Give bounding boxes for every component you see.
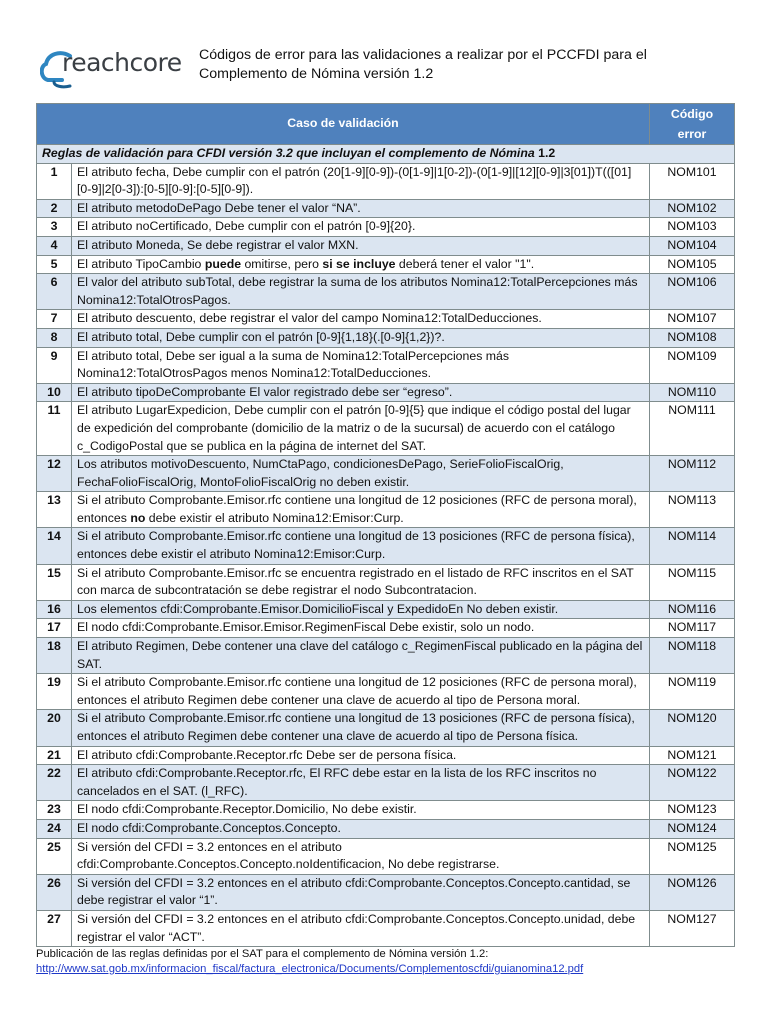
rule-number: 16 bbox=[37, 600, 72, 619]
rule-number: 22 bbox=[37, 765, 72, 801]
rule-description bbox=[72, 819, 650, 838]
table-row bbox=[37, 236, 735, 255]
rule-number: 12 bbox=[37, 456, 72, 492]
reachcore-logo bbox=[40, 46, 190, 90]
rule-description bbox=[72, 310, 650, 329]
rule-number: 8 bbox=[37, 328, 72, 347]
rule-text: Si el atributo Comprobante.Emisor.rfc contiene una longitud de 13 posiciones (RFC de persona física), entonces el atributo Regimen debe contener una clave de acuerdo al tipo de Persona física. bbox=[77, 711, 635, 743]
rule-number: 19 bbox=[37, 674, 72, 710]
rule-text: El valor del atributo subTotal, debe registrar la suma de los atributos Nomina12:TotalPercepciones más Nomina12:TotalOtrosPagos. bbox=[77, 275, 638, 307]
rule-text: Si el atributo Comprobante.Emisor.rfc contiene una longitud de 12 posiciones (RFC de persona moral), entonces el atributo Regimen debe contener una clave de acuerdo al tipo de Persona moral. bbox=[77, 675, 637, 707]
rule-text-bold: si se incluye bbox=[322, 256, 396, 271]
table-header-row bbox=[37, 104, 735, 145]
rule-text: Si el atributo Comprobante.Emisor.rfc contiene una longitud de 12 posiciones (RFC de persona moral), entonces bbox=[77, 493, 637, 525]
table-row bbox=[37, 402, 735, 456]
col-rule-header: Caso de validación bbox=[37, 104, 650, 145]
logo-text: reachcore bbox=[62, 48, 182, 77]
error-code: NOM124 bbox=[650, 819, 735, 838]
error-code: NOM126 bbox=[650, 874, 735, 910]
error-code: NOM115 bbox=[650, 564, 735, 600]
rule-description bbox=[72, 674, 650, 710]
rule-description bbox=[72, 638, 650, 674]
rule-text: El atributo cfdi:Comprobante.Receptor.rfc, El RFC debe estar en la lista de los RFC inscritos no cancelados en el SAT. (l_RFC). bbox=[77, 766, 597, 798]
page-header bbox=[0, 0, 768, 100]
table-row bbox=[37, 199, 735, 218]
table-row bbox=[37, 274, 735, 310]
rule-description bbox=[72, 199, 650, 218]
table-row bbox=[37, 347, 735, 383]
rule-number: 24 bbox=[37, 819, 72, 838]
rule-description bbox=[72, 746, 650, 765]
rule-number: 27 bbox=[37, 910, 72, 946]
rule-description bbox=[72, 838, 650, 874]
error-code: NOM119 bbox=[650, 674, 735, 710]
rule-description bbox=[72, 328, 650, 347]
rule-description bbox=[72, 274, 650, 310]
rule-number: 13 bbox=[37, 492, 72, 528]
rule-number: 26 bbox=[37, 874, 72, 910]
table-row bbox=[37, 801, 735, 820]
rule-description bbox=[72, 910, 650, 946]
rule-description bbox=[72, 765, 650, 801]
rule-text: El atributo Regimen, Debe contener una clave del catálogo c_RegimenFiscal publicado en la página del SAT. bbox=[77, 639, 643, 671]
rule-description bbox=[72, 218, 650, 237]
rule-description bbox=[72, 383, 650, 402]
rule-text: El atributo metodoDePago Debe tener el valor “NA”. bbox=[77, 200, 361, 215]
table-row bbox=[37, 564, 735, 600]
rule-number: 25 bbox=[37, 838, 72, 874]
rule-text: El atributo Moneda, Se debe registrar el valor MXN. bbox=[77, 237, 359, 252]
table-row bbox=[37, 328, 735, 347]
error-code: NOM104 bbox=[650, 236, 735, 255]
rule-text: El atributo TipoCambio bbox=[77, 256, 205, 271]
rule-number: 20 bbox=[37, 710, 72, 746]
rule-text: El nodo cfdi:Comprobante.Conceptos.Concepto. bbox=[77, 820, 341, 835]
table-row bbox=[37, 674, 735, 710]
error-code: NOM116 bbox=[650, 600, 735, 619]
rule-number: 15 bbox=[37, 564, 72, 600]
table-row bbox=[37, 218, 735, 237]
rule-text: Si versión del CFDI = 3.2 entonces en el atributo cfdi:Comprobante.Conceptos.Concepto.noIdentificacion, No debe registrarse. bbox=[77, 839, 500, 872]
rule-text: debe existir el atributo Nomina12:Emisor:Curp. bbox=[145, 510, 404, 525]
rule-text: El atributo cfdi:Comprobante.Receptor.rfc Debe ser de persona física. bbox=[77, 747, 457, 762]
rule-text: omitirse, pero bbox=[241, 256, 323, 271]
error-code: NOM108 bbox=[650, 328, 735, 347]
footer-link[interactable]: http://www.sat.gob.mx/informacion_fiscal/factura_electronica/Documents/Complementoscfdi/guianomina12.pdf bbox=[36, 963, 584, 975]
rule-text: El atributo fecha, Debe cumplir con el patrón (20[1-9][0-9])-(0[1-9]|1[0-2])-(0[1-9]|[12][0-9]|3[01])T(([01][0-9]|2[0-3]):[0-5][0-9]:[0-5][0-9]). bbox=[77, 164, 632, 197]
rule-text: El atributo total, Debe ser igual a la suma de Nomina12:TotalPercepciones más Nomina12:TotalOtrosPagos menos Nomina12:TotalDeducciones. bbox=[77, 348, 509, 381]
error-code: NOM127 bbox=[650, 910, 735, 946]
rule-text: Si versión del CFDI = 3.2 entonces en el atributo cfdi:Comprobante.Conceptos.Concepto.unidad, debe registrar el valor “ACT”. bbox=[77, 911, 636, 944]
table-row bbox=[37, 710, 735, 746]
rule-text: El atributo tipoDeComprobante El valor registrado debe ser “egreso”. bbox=[77, 384, 453, 399]
rule-text: El nodo cfdi:Comprobante.Emisor.Emisor.RegimenFiscal Debe existir, solo un nodo. bbox=[77, 620, 535, 635]
rule-text: El atributo descuento, debe registrar el valor del campo Nomina12:TotalDeducciones. bbox=[77, 311, 542, 326]
rule-text: El atributo total, Debe cumplir con el patrón [0-9]{1,18}(.[0-9]{1,2})?. bbox=[77, 329, 445, 344]
error-code: NOM111 bbox=[650, 402, 735, 456]
rule-text-bold: puede bbox=[204, 256, 242, 271]
rule-number: 3 bbox=[37, 218, 72, 237]
rule-description bbox=[72, 255, 650, 274]
rule-description bbox=[72, 801, 650, 820]
error-code: NOM109 bbox=[650, 347, 735, 383]
rule-description bbox=[72, 874, 650, 910]
rule-number: 6 bbox=[37, 274, 72, 310]
error-code: NOM101 bbox=[650, 163, 735, 199]
error-code: NOM121 bbox=[650, 746, 735, 765]
error-code: NOM125 bbox=[650, 838, 735, 874]
error-code: NOM103 bbox=[650, 218, 735, 237]
rule-number: 17 bbox=[37, 619, 72, 638]
rule-description bbox=[72, 619, 650, 638]
error-code: NOM118 bbox=[650, 638, 735, 674]
rule-number: 5 bbox=[37, 255, 72, 274]
rule-text: deberá tener el valor "1". bbox=[395, 256, 535, 271]
rule-number: 11 bbox=[37, 402, 72, 456]
rule-description bbox=[72, 600, 650, 619]
rule-description bbox=[72, 402, 650, 456]
rule-text: El nodo cfdi:Comprobante.Receptor.Domicilio, No debe existir. bbox=[77, 802, 417, 817]
rule-number: 14 bbox=[37, 528, 72, 564]
error-code: NOM114 bbox=[650, 528, 735, 564]
table-row bbox=[37, 619, 735, 638]
rule-number: 23 bbox=[37, 801, 72, 820]
validation-rules-table bbox=[36, 103, 735, 947]
table-row bbox=[37, 838, 735, 874]
error-code: NOM117 bbox=[650, 619, 735, 638]
rule-number: 21 bbox=[37, 746, 72, 765]
section-title-version: 1.2 bbox=[538, 146, 556, 160]
section-row bbox=[37, 145, 735, 164]
error-code: NOM123 bbox=[650, 801, 735, 820]
error-code: NOM113 bbox=[650, 492, 735, 528]
rule-description bbox=[72, 163, 650, 199]
table-row bbox=[37, 492, 735, 528]
rule-text: Si versión del CFDI = 3.2 entonces en el atributo cfdi:Comprobante.Conceptos.Concepto.cantidad, se debe registrar el valor “1”. bbox=[77, 875, 631, 908]
rule-description bbox=[72, 710, 650, 746]
error-code: NOM120 bbox=[650, 710, 735, 746]
rule-number: 4 bbox=[37, 236, 72, 255]
footer-note bbox=[36, 947, 736, 977]
section-title bbox=[37, 145, 735, 164]
error-code: NOM107 bbox=[650, 310, 735, 329]
table-row bbox=[37, 874, 735, 910]
table-row bbox=[37, 765, 735, 801]
rule-text: Los elementos cfdi:Comprobante.Emisor.DomicilioFiscal y ExpedidoEn No deben existir. bbox=[77, 601, 559, 616]
rule-text: Si el atributo Comprobante.Emisor.rfc se encuentra registrado en el listado de RFC inscritos en el SAT con marca de subcontratación se debe registrar el nodo Subcontratacion. bbox=[77, 565, 634, 598]
table-row bbox=[37, 163, 735, 199]
error-code: NOM102 bbox=[650, 199, 735, 218]
rule-number: 2 bbox=[37, 199, 72, 218]
rule-description bbox=[72, 347, 650, 383]
rule-number: 7 bbox=[37, 310, 72, 329]
rule-number: 18 bbox=[37, 638, 72, 674]
table-row bbox=[37, 456, 735, 492]
table-row bbox=[37, 819, 735, 838]
rule-description bbox=[72, 456, 650, 492]
rule-number: 9 bbox=[37, 347, 72, 383]
section-title-italic: Reglas de validación para CFDI versión 3.2 que incluyan el complemento de Nómina bbox=[42, 146, 535, 160]
rule-text: El atributo LugarExpedicion, Debe cumplir con el patrón [0-9]{5} que indique el código postal del lugar de expedición del comprobante (domicilio de la matriz o de la sucursal) de acuerdo con el catálogo c_CodigoPostal que se publica en la página de internet del SAT. bbox=[77, 403, 631, 453]
rule-description bbox=[72, 492, 650, 528]
document-title: Códigos de error para las validaciones a realizar por el PCCFDI para el Complemento de Nómina versión 1.2 bbox=[199, 47, 647, 82]
table-row bbox=[37, 746, 735, 765]
error-code: NOM122 bbox=[650, 765, 735, 801]
table-row bbox=[37, 310, 735, 329]
rule-text: El atributo noCertificado, Debe cumplir con el patrón [0-9]{20}. bbox=[77, 219, 416, 234]
rule-description bbox=[72, 564, 650, 600]
error-code: NOM105 bbox=[650, 255, 735, 274]
error-code: NOM112 bbox=[650, 456, 735, 492]
rule-description bbox=[72, 528, 650, 564]
footer-text: Publicación de las reglas definidas por el SAT para el complemento de Nómina versión 1.2: bbox=[36, 948, 489, 960]
table-row bbox=[37, 383, 735, 402]
table-row bbox=[37, 528, 735, 564]
rule-number: 1 bbox=[37, 163, 72, 199]
rule-text-bold: no bbox=[130, 510, 146, 525]
rule-number: 10 bbox=[37, 383, 72, 402]
table-row bbox=[37, 910, 735, 946]
rule-text: Los atributos motivoDescuento, NumCtaPago, condicionesDePago, SerieFolioFiscalOrig, FechaFolioFiscalOrig, MontoFolioFiscalOrig no deben existir. bbox=[77, 457, 564, 489]
table-row bbox=[37, 600, 735, 619]
rule-description bbox=[72, 236, 650, 255]
error-code: NOM106 bbox=[650, 274, 735, 310]
table-row bbox=[37, 255, 735, 274]
table-row bbox=[37, 638, 735, 674]
rule-text: Si el atributo Comprobante.Emisor.rfc contiene una longitud de 13 posiciones (RFC de persona física), entonces debe existir el atributo Nomina12:Emisor:Curp. bbox=[77, 529, 635, 562]
error-code: NOM110 bbox=[650, 383, 735, 402]
col-code-header: Código error bbox=[650, 104, 735, 145]
